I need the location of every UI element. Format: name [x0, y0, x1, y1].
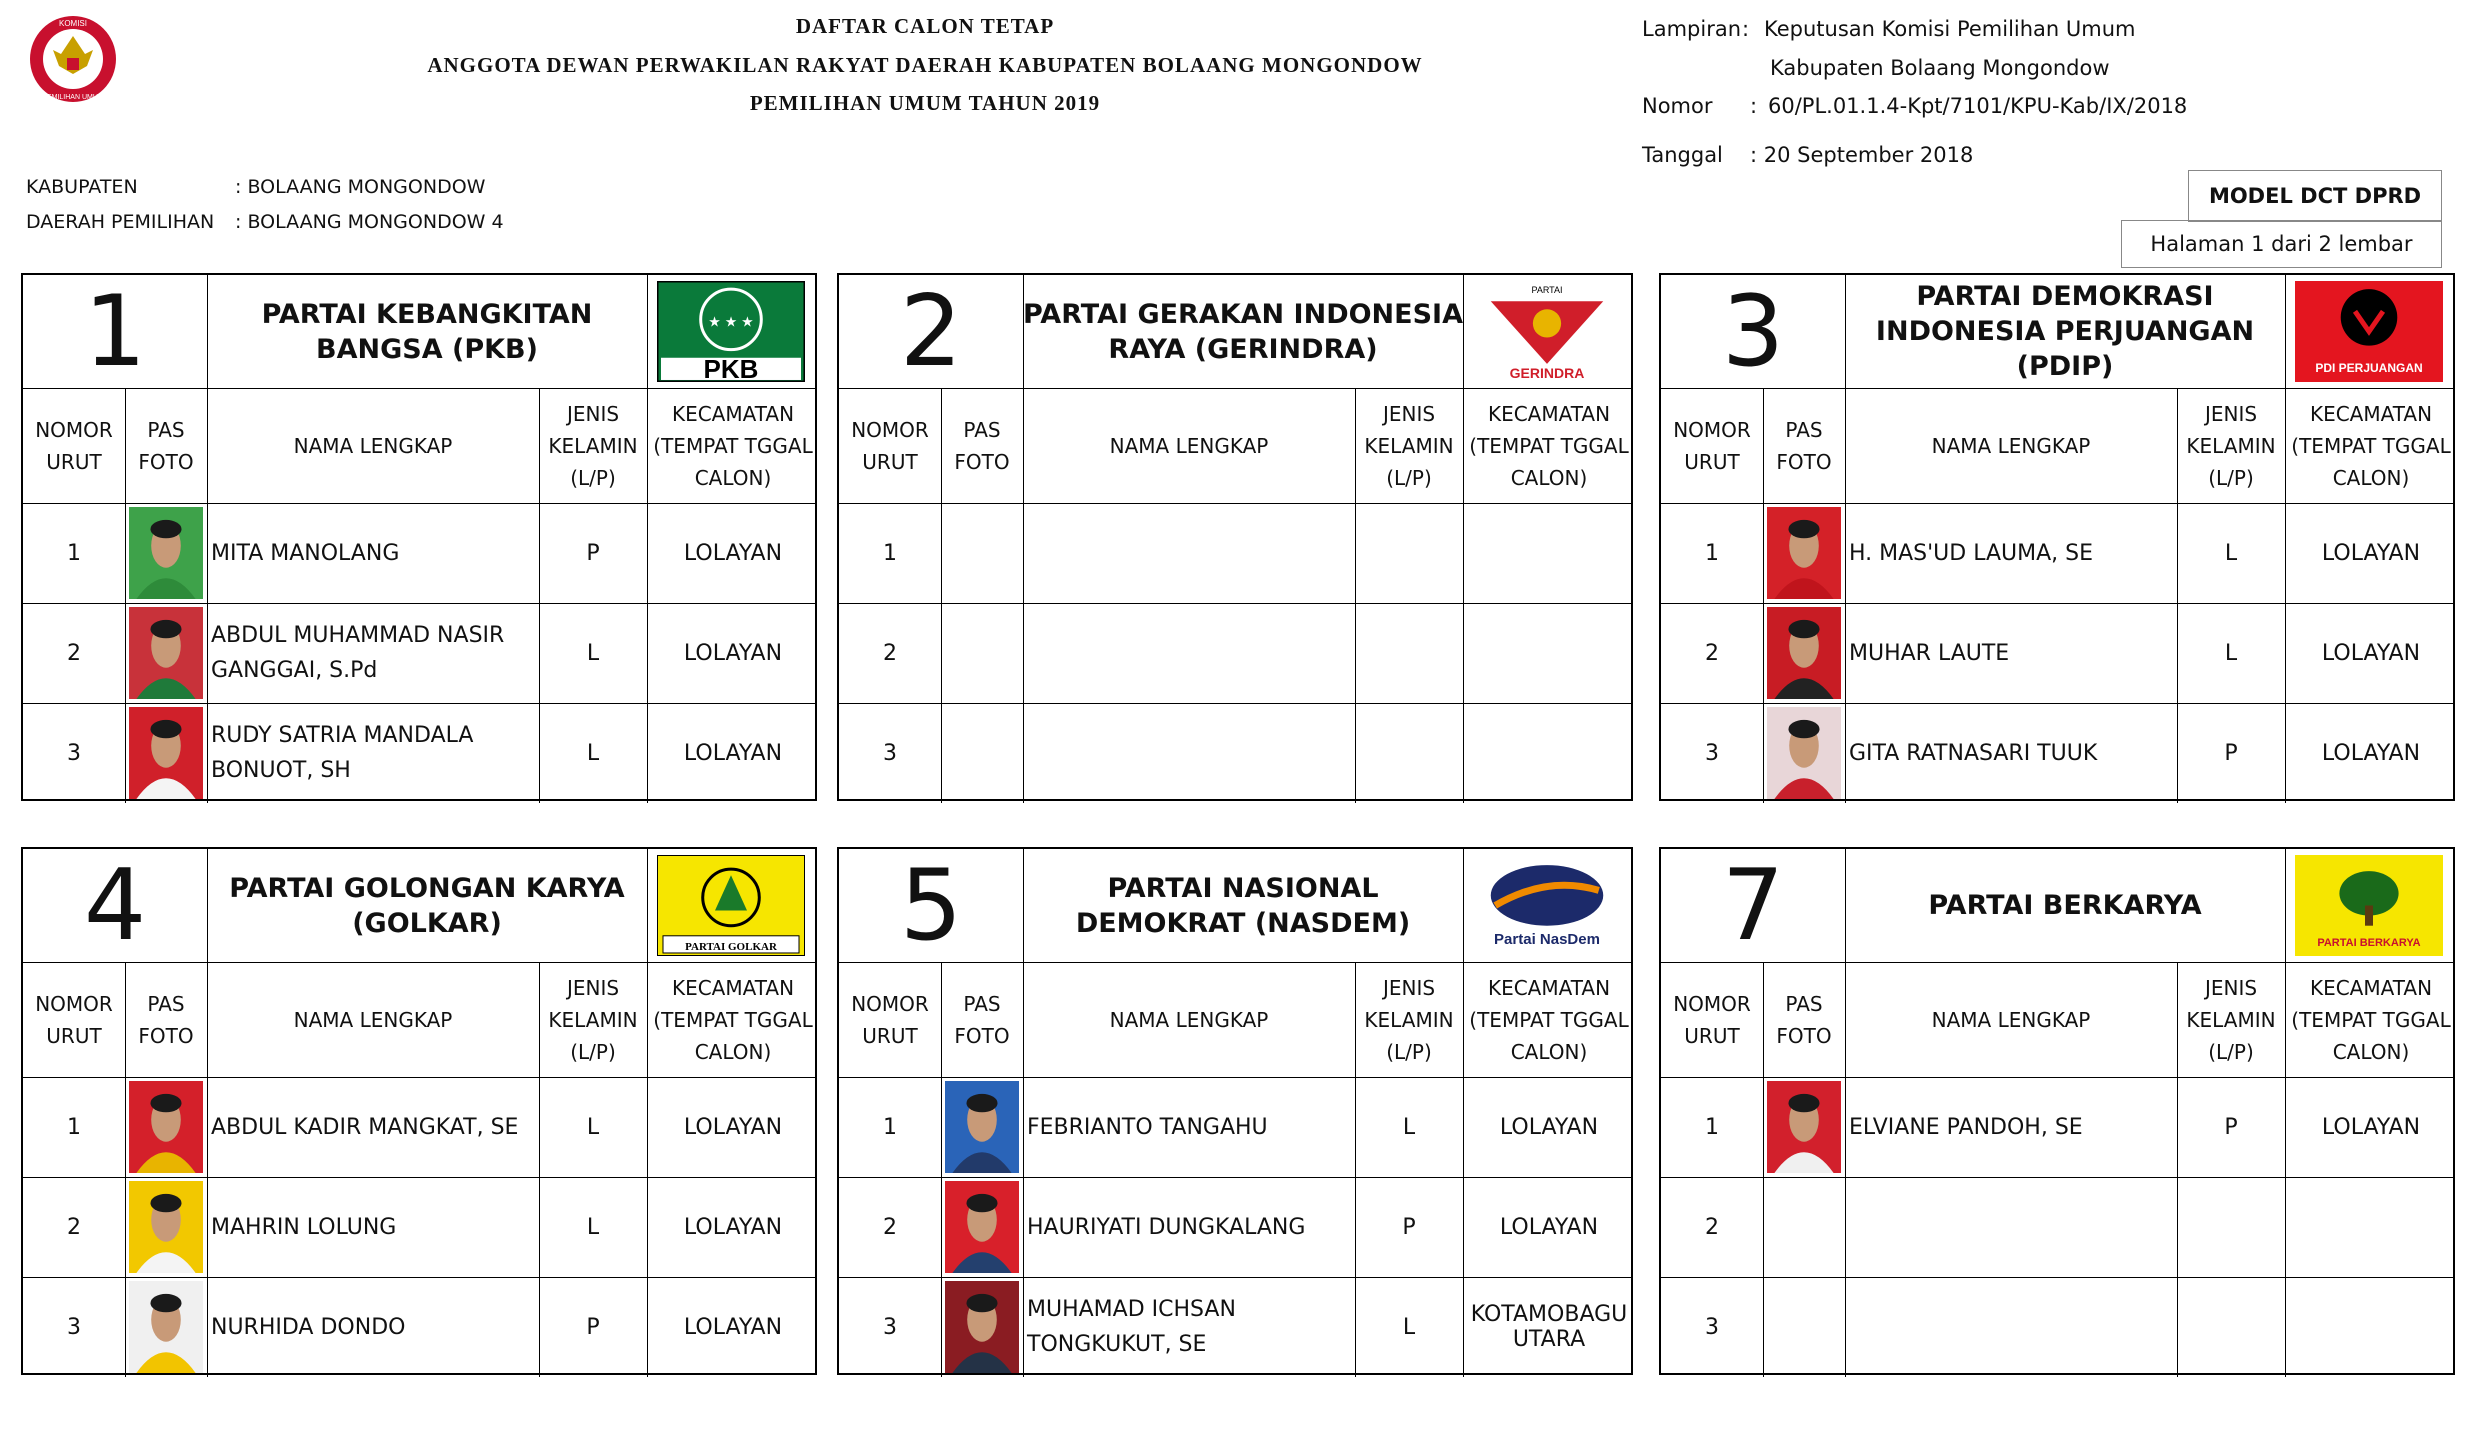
candidate-number: 2: [883, 1214, 897, 1240]
candidate-photo: [1767, 507, 1841, 599]
candidate-photo: [1767, 707, 1841, 799]
column-header-nama: NAMA LENGKAP: [1931, 1007, 2091, 1032]
candidate-district: LOLAYAN: [683, 640, 783, 666]
title-line-2: ANGGOTA DEWAN PERWAKILAN RAKYAT DAERAH KABUPATEN BOLAANG MONGONDOW: [427, 53, 1423, 77]
column-header-jenis: JENIS KELAMIN (L/P): [2186, 975, 2276, 1064]
column-header-nomor: NOMOR URUT: [35, 417, 113, 474]
column-header-kecamatan: KECAMATAN (TEMPAT TGGAL CALON): [653, 401, 813, 490]
column-header-kecamatan: KECAMATAN (TEMPAT TGGAL CALON): [1469, 975, 1629, 1064]
party-number: 4: [83, 848, 147, 963]
party-name: PARTAI KEBANGKITAN BANGSA (PKB): [261, 298, 593, 365]
candidate-district: LOLAYAN: [683, 1214, 783, 1240]
candidate-district: LOLAYAN: [2321, 1114, 2421, 1140]
candidate-name: HAURIYATI DUNGKALANG: [1027, 1214, 1306, 1240]
party-number: 1: [83, 274, 147, 389]
candidate-number: 2: [1705, 1214, 1719, 1240]
model-box: MODEL DCT DPRD: [2188, 170, 2442, 222]
candidate-gender: P: [586, 540, 600, 566]
kabupaten-label: KABUPATEN: [26, 176, 138, 198]
party-panel-3: [1659, 273, 2455, 801]
candidate-number: 3: [883, 1314, 897, 1340]
candidate-gender: L: [586, 1214, 600, 1240]
party-name: PARTAI GOLONGAN KARYA (GOLKAR): [229, 872, 625, 939]
candidate-gender: L: [586, 1114, 600, 1140]
party-logo: [657, 855, 805, 956]
candidate-gender: [1355, 503, 1463, 603]
candidate-gender: [1355, 603, 1463, 703]
tanggal-value: : 20 September 2018: [1750, 143, 1974, 167]
candidate-district: [1463, 603, 1635, 703]
candidate-name: [1845, 1277, 2177, 1377]
candidate-gender: L: [586, 740, 600, 766]
candidate-number: 1: [883, 540, 897, 566]
party-number: 2: [899, 274, 963, 389]
svg-text:PARTAI GOLKAR: PARTAI GOLKAR: [685, 940, 777, 953]
candidate-district: KOTAMOBAGU UTARA: [1470, 1302, 1628, 1352]
candidate-name: [1023, 703, 1355, 803]
candidate-district: LOLAYAN: [2321, 740, 2421, 766]
candidate-district: LOLAYAN: [683, 1114, 783, 1140]
candidate-gender: L: [586, 640, 600, 666]
candidate-gender: L: [1402, 1314, 1416, 1340]
candidate-number: 1: [883, 1114, 897, 1140]
candidate-gender: [2177, 1277, 2285, 1377]
party-logo: [2295, 855, 2443, 956]
candidate-number: 3: [883, 740, 897, 766]
candidate-gender: P: [1402, 1214, 1416, 1240]
title-line-1: DAFTAR CALON TETAP: [795, 14, 1055, 38]
candidate-district: LOLAYAN: [1499, 1214, 1599, 1240]
candidate-district: LOLAYAN: [2321, 640, 2421, 666]
kabupaten-value: : BOLAANG MONGONDOW: [235, 176, 486, 198]
svg-text:★ ★ ★: ★ ★ ★: [708, 313, 754, 330]
candidate-number: 2: [67, 1214, 81, 1240]
column-header-jenis: JENIS KELAMIN (L/P): [2186, 401, 2276, 490]
party-panel-4: [21, 847, 817, 1375]
svg-text:KOMISI: KOMISI: [58, 19, 88, 28]
party-number: 3: [1721, 274, 1785, 389]
candidate-photo: [129, 1281, 203, 1373]
candidate-district: [2285, 1277, 2457, 1377]
column-header-nomor: NOMOR URUT: [851, 991, 929, 1048]
nomor-colon: :: [1750, 94, 1758, 118]
column-header-kecamatan: KECAMATAN (TEMPAT TGGAL CALON): [2291, 975, 2451, 1064]
candidate-name: MUHAR LAUTE: [1849, 640, 2010, 666]
party-logo: [2295, 281, 2443, 382]
candidate-gender: [1355, 703, 1463, 803]
candidate-number: 1: [1705, 1114, 1719, 1140]
candidate-name: ELVIANE PANDOH, SE: [1849, 1114, 2083, 1140]
column-header-foto: PAS FOTO: [138, 991, 194, 1048]
candidate-district: LOLAYAN: [683, 540, 783, 566]
candidate-name: FEBRIANTO TANGAHU: [1027, 1114, 1268, 1140]
candidate-photo: [129, 1081, 203, 1173]
halaman-box: Halaman 1 dari 2 lembar: [2121, 220, 2442, 268]
lampiran-value-1: Keputusan Komisi Pemilihan Umum: [1764, 17, 2136, 41]
party-panel-7: [1659, 847, 2455, 1375]
candidate-number: 2: [1705, 640, 1719, 666]
svg-text:PEMILIHAN UMUM: PEMILIHAN UMUM: [42, 94, 104, 101]
party-name: PARTAI GERAKAN INDONESIA RAYA (GERINDRA): [1023, 298, 1463, 365]
candidate-photo: [1767, 1081, 1841, 1173]
candidate-photo: [945, 1181, 1019, 1273]
column-header-jenis: JENIS KELAMIN (L/P): [548, 401, 638, 490]
candidate-photo: [129, 1181, 203, 1273]
candidate-gender: L: [1402, 1114, 1416, 1140]
candidate-number: 2: [883, 640, 897, 666]
column-header-foto: PAS FOTO: [954, 417, 1010, 474]
tanggal-label: Tanggal: [1642, 143, 1723, 167]
candidate-number: 1: [67, 1114, 81, 1140]
candidate-name: RUDY SATRIA MANDALA BONUOT, SH: [211, 723, 474, 783]
column-header-jenis: JENIS KELAMIN (L/P): [1364, 401, 1454, 490]
svg-text:PARTAI BERKARYA: PARTAI BERKARYA: [2317, 936, 2421, 949]
column-header-kecamatan: KECAMATAN (TEMPAT TGGAL CALON): [2291, 401, 2451, 490]
candidate-name: ABDUL MUHAMMAD NASIR GANGGAI, S.Pd: [211, 623, 505, 683]
candidate-photo: [129, 507, 203, 599]
party-panel-5: [837, 847, 1633, 1375]
column-header-foto: PAS FOTO: [1776, 991, 1832, 1048]
candidate-district: LOLAYAN: [1499, 1114, 1599, 1140]
candidate-number: 3: [67, 740, 81, 766]
candidate-district: [1463, 703, 1635, 803]
candidate-gender: L: [2224, 640, 2238, 666]
candidate-gender: P: [586, 1314, 600, 1340]
dapil-value: : BOLAANG MONGONDOW 4: [235, 211, 504, 233]
column-header-jenis: JENIS KELAMIN (L/P): [1364, 975, 1454, 1064]
column-header-foto: PAS FOTO: [1776, 417, 1832, 474]
candidate-district: LOLAYAN: [683, 740, 783, 766]
party-name: PARTAI BERKARYA: [1928, 890, 2202, 921]
nomor-label: Nomor: [1642, 94, 1713, 118]
svg-text:Partai NasDem: Partai NasDem: [1494, 930, 1600, 948]
party-number: 5: [899, 848, 963, 963]
candidate-name: MITA MANOLANG: [211, 540, 400, 566]
candidate-photo: [129, 607, 203, 699]
column-header-nama: NAMA LENGKAP: [1931, 433, 2091, 458]
column-header-kecamatan: KECAMATAN (TEMPAT TGGAL CALON): [1469, 401, 1629, 490]
candidate-name: [1845, 1177, 2177, 1277]
candidate-district: LOLAYAN: [2321, 540, 2421, 566]
column-header-jenis: JENIS KELAMIN (L/P): [548, 975, 638, 1064]
svg-text:GERINDRA: GERINDRA: [1509, 364, 1585, 381]
column-header-kecamatan: KECAMATAN (TEMPAT TGGAL CALON): [653, 975, 813, 1064]
column-header-nama: NAMA LENGKAP: [293, 433, 453, 458]
party-panel-1: [21, 273, 817, 801]
column-header-nomor: NOMOR URUT: [35, 991, 113, 1048]
candidate-gender: P: [2224, 740, 2238, 766]
candidate-name: GITA RATNASARI TUUK: [1849, 740, 2098, 766]
candidate-number: 3: [67, 1314, 81, 1340]
party-name: PARTAI NASIONAL DEMOKRAT (NASDEM): [1075, 872, 1411, 939]
candidate-number: 1: [67, 540, 81, 566]
lampiran-colon: :: [1742, 17, 1750, 41]
candidate-photo: [129, 707, 203, 799]
candidate-district: [1463, 503, 1635, 603]
candidate-gender: L: [2224, 540, 2238, 566]
candidate-name: MUHAMAD ICHSAN TONGKUKUT, SE: [1027, 1297, 1236, 1357]
kpu-logo: [25, 14, 121, 104]
column-header-nomor: NOMOR URUT: [1673, 991, 1751, 1048]
column-header-foto: PAS FOTO: [954, 991, 1010, 1048]
party-panel-2: [837, 273, 1633, 801]
party-logo: [1473, 855, 1621, 956]
candidate-gender: [2177, 1177, 2285, 1277]
svg-text:PARTAI: PARTAI: [1531, 285, 1563, 295]
candidate-name: NURHIDA DONDO: [211, 1314, 406, 1340]
candidate-name: [1023, 603, 1355, 703]
title-line-3: PEMILIHAN UMUM TAHUN 2019: [749, 91, 1101, 115]
candidate-number: 3: [1705, 1314, 1719, 1340]
candidate-name: ABDUL KADIR MANGKAT, SE: [211, 1114, 519, 1140]
candidate-gender: P: [2224, 1114, 2238, 1140]
candidate-name: H. MAS'UD LAUMA, SE: [1849, 540, 2094, 566]
column-header-nomor: NOMOR URUT: [1673, 417, 1751, 474]
column-header-foto: PAS FOTO: [138, 417, 194, 474]
party-name: PARTAI DEMOKRASI INDONESIA PERJUANGAN (PDIP): [1875, 281, 2255, 382]
candidate-name: [1023, 503, 1355, 603]
column-header-nama: NAMA LENGKAP: [293, 1007, 453, 1032]
candidate-district: [2285, 1177, 2457, 1277]
lampiran-value-2: Kabupaten Bolaang Mongondow: [1770, 56, 2110, 80]
candidate-number: 3: [1705, 740, 1719, 766]
candidate-photo: [1767, 607, 1841, 699]
svg-text:PDI PERJUANGAN: PDI PERJUANGAN: [2315, 360, 2423, 375]
candidate-district: LOLAYAN: [683, 1314, 783, 1340]
party-number: 7: [1721, 848, 1785, 963]
candidate-name: MAHRIN LOLUNG: [211, 1214, 397, 1240]
nomor-value: 60/PL.01.1.4-Kpt/7101/KPU-Kab/IX/2018: [1768, 94, 2188, 118]
column-header-nama: NAMA LENGKAP: [1109, 433, 1269, 458]
column-header-nomor: NOMOR URUT: [851, 417, 929, 474]
party-logo: [657, 281, 805, 382]
svg-text:PKB: PKB: [703, 353, 759, 382]
dapil-label: DAERAH PEMILIHAN: [26, 211, 215, 233]
column-header-nama: NAMA LENGKAP: [1109, 1007, 1269, 1032]
lampiran-label: Lampiran: [1642, 17, 1742, 41]
candidate-photo: [945, 1281, 1019, 1373]
candidate-photo: [945, 1081, 1019, 1173]
party-logo: [1473, 281, 1621, 382]
candidate-number: 2: [67, 640, 81, 666]
candidate-number: 1: [1705, 540, 1719, 566]
